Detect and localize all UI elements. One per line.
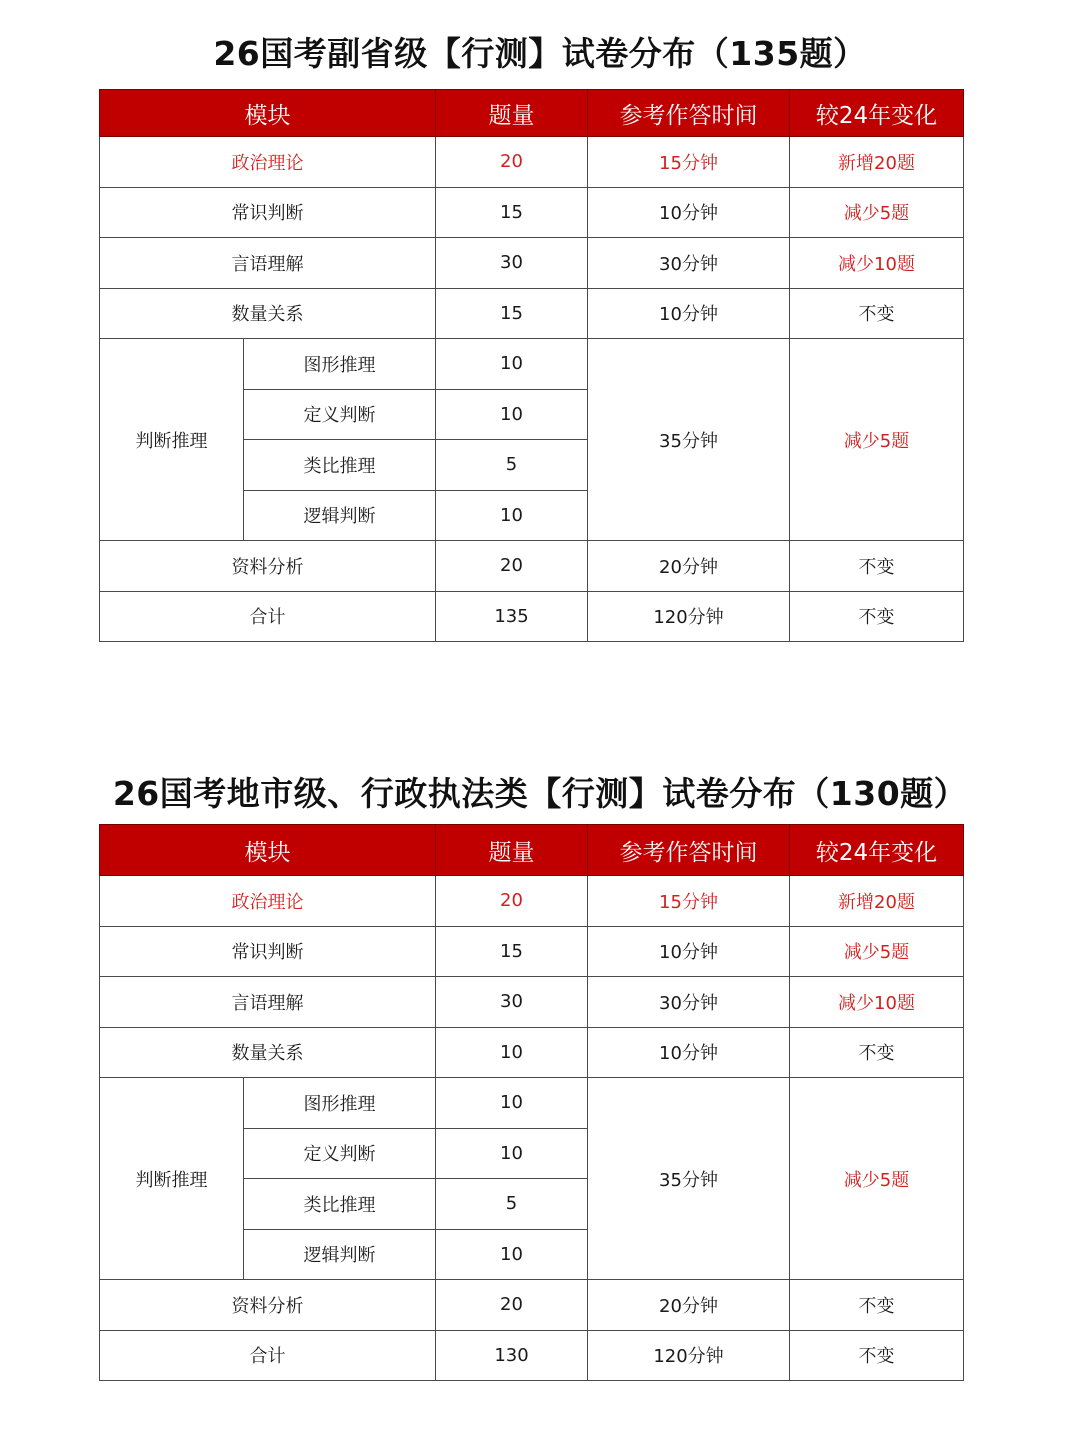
change-cell: 减少5题 — [790, 1078, 964, 1280]
count-cell: 5 — [436, 1179, 588, 1230]
header-row — [100, 825, 964, 876]
count-cell: 10 — [436, 389, 588, 440]
change-cell: 不变 — [790, 1027, 964, 1078]
count-cell: 5 — [436, 440, 588, 491]
count-cell: 10 — [436, 1027, 588, 1078]
time-cell: 10分钟 — [588, 288, 790, 339]
count-cell: 135 — [436, 591, 588, 642]
time-cell: 15分钟 — [588, 137, 790, 188]
header-module: 模块 — [100, 825, 436, 876]
change-cell: 不变 — [790, 591, 964, 642]
module-cell: 常识判断 — [100, 926, 436, 977]
submodule-cell: 定义判断 — [244, 389, 436, 440]
change-cell: 减少5题 — [790, 926, 964, 977]
header-count: 题量 — [436, 90, 588, 137]
module-cell: 资料分析 — [100, 541, 436, 592]
module-cell: 合计 — [100, 1330, 436, 1381]
module-cell: 数量关系 — [100, 1027, 436, 1078]
module-cell: 常识判断 — [100, 187, 436, 238]
time-cell: 30分钟 — [588, 977, 790, 1028]
submodule-cell: 类比推理 — [244, 1179, 436, 1230]
table-row — [100, 339, 964, 390]
count-cell: 10 — [436, 1078, 588, 1129]
module-cell: 资料分析 — [100, 1280, 436, 1331]
count-cell: 20 — [436, 541, 588, 592]
time-cell: 30分钟 — [588, 238, 790, 289]
submodule-cell: 图形推理 — [244, 339, 436, 390]
table-row — [100, 1280, 964, 1331]
table-row — [100, 238, 964, 289]
count-cell: 20 — [436, 1280, 588, 1331]
module-cell: 政治理论 — [100, 137, 436, 188]
table-row — [100, 977, 964, 1028]
header-time: 参考作答时间 — [588, 90, 790, 137]
table-row — [100, 1027, 964, 1078]
module-cell: 言语理解 — [100, 238, 436, 289]
module-cell: 数量关系 — [100, 288, 436, 339]
module-cell: 合计 — [100, 591, 436, 642]
time-cell: 10分钟 — [588, 1027, 790, 1078]
time-cell: 35分钟 — [588, 339, 790, 541]
header-change: 较24年变化 — [790, 825, 964, 876]
change-cell: 不变 — [790, 541, 964, 592]
header-row — [100, 90, 964, 137]
total-row — [100, 591, 964, 642]
exam-distribution-table — [99, 89, 964, 642]
count-cell: 30 — [436, 977, 588, 1028]
module-cell: 判断推理 — [100, 339, 244, 541]
header-count: 题量 — [436, 825, 588, 876]
count-cell: 15 — [436, 187, 588, 238]
header-change: 较24年变化 — [790, 90, 964, 137]
submodule-cell: 逻辑判断 — [244, 490, 436, 541]
count-cell: 130 — [436, 1330, 588, 1381]
module-cell: 言语理解 — [100, 977, 436, 1028]
table-row — [100, 926, 964, 977]
change-cell: 减少5题 — [790, 339, 964, 541]
count-cell: 20 — [436, 137, 588, 188]
count-cell: 20 — [436, 876, 588, 927]
count-cell: 10 — [436, 1229, 588, 1280]
time-cell: 120分钟 — [588, 591, 790, 642]
table-row — [100, 541, 964, 592]
time-cell: 35分钟 — [588, 1078, 790, 1280]
change-cell: 减少10题 — [790, 977, 964, 1028]
count-cell: 10 — [436, 339, 588, 390]
time-cell: 10分钟 — [588, 187, 790, 238]
time-cell: 15分钟 — [588, 876, 790, 927]
header-module: 模块 — [100, 90, 436, 137]
module-cell: 判断推理 — [100, 1078, 244, 1280]
time-cell: 20分钟 — [588, 541, 790, 592]
change-cell: 新增20题 — [790, 876, 964, 927]
table-row — [100, 187, 964, 238]
count-cell: 15 — [436, 288, 588, 339]
change-cell: 不变 — [790, 1280, 964, 1331]
count-cell: 15 — [436, 926, 588, 977]
count-cell: 10 — [436, 490, 588, 541]
time-cell: 10分钟 — [588, 926, 790, 977]
change-cell: 减少5题 — [790, 187, 964, 238]
submodule-cell: 定义判断 — [244, 1128, 436, 1179]
change-cell: 不变 — [790, 1330, 964, 1381]
exam-distribution-table — [99, 824, 964, 1381]
time-cell: 120分钟 — [588, 1330, 790, 1381]
table-row — [100, 1078, 964, 1129]
table-title: 26国考副省级【行测】试卷分布（135题） — [213, 34, 867, 73]
time-cell: 20分钟 — [588, 1280, 790, 1331]
change-cell: 新增20题 — [790, 137, 964, 188]
total-row — [100, 1330, 964, 1381]
table-row — [100, 137, 964, 188]
change-cell: 减少10题 — [790, 238, 964, 289]
module-cell: 政治理论 — [100, 876, 436, 927]
submodule-cell: 逻辑判断 — [244, 1229, 436, 1280]
submodule-cell: 类比推理 — [244, 440, 436, 491]
count-cell: 30 — [436, 238, 588, 289]
table-title: 26国考地市级、行政执法类【行测】试卷分布（130题） — [112, 774, 968, 813]
change-cell: 不变 — [790, 288, 964, 339]
table-row — [100, 288, 964, 339]
table-row — [100, 876, 964, 927]
count-cell: 10 — [436, 1128, 588, 1179]
header-time: 参考作答时间 — [588, 825, 790, 876]
submodule-cell: 图形推理 — [244, 1078, 436, 1129]
